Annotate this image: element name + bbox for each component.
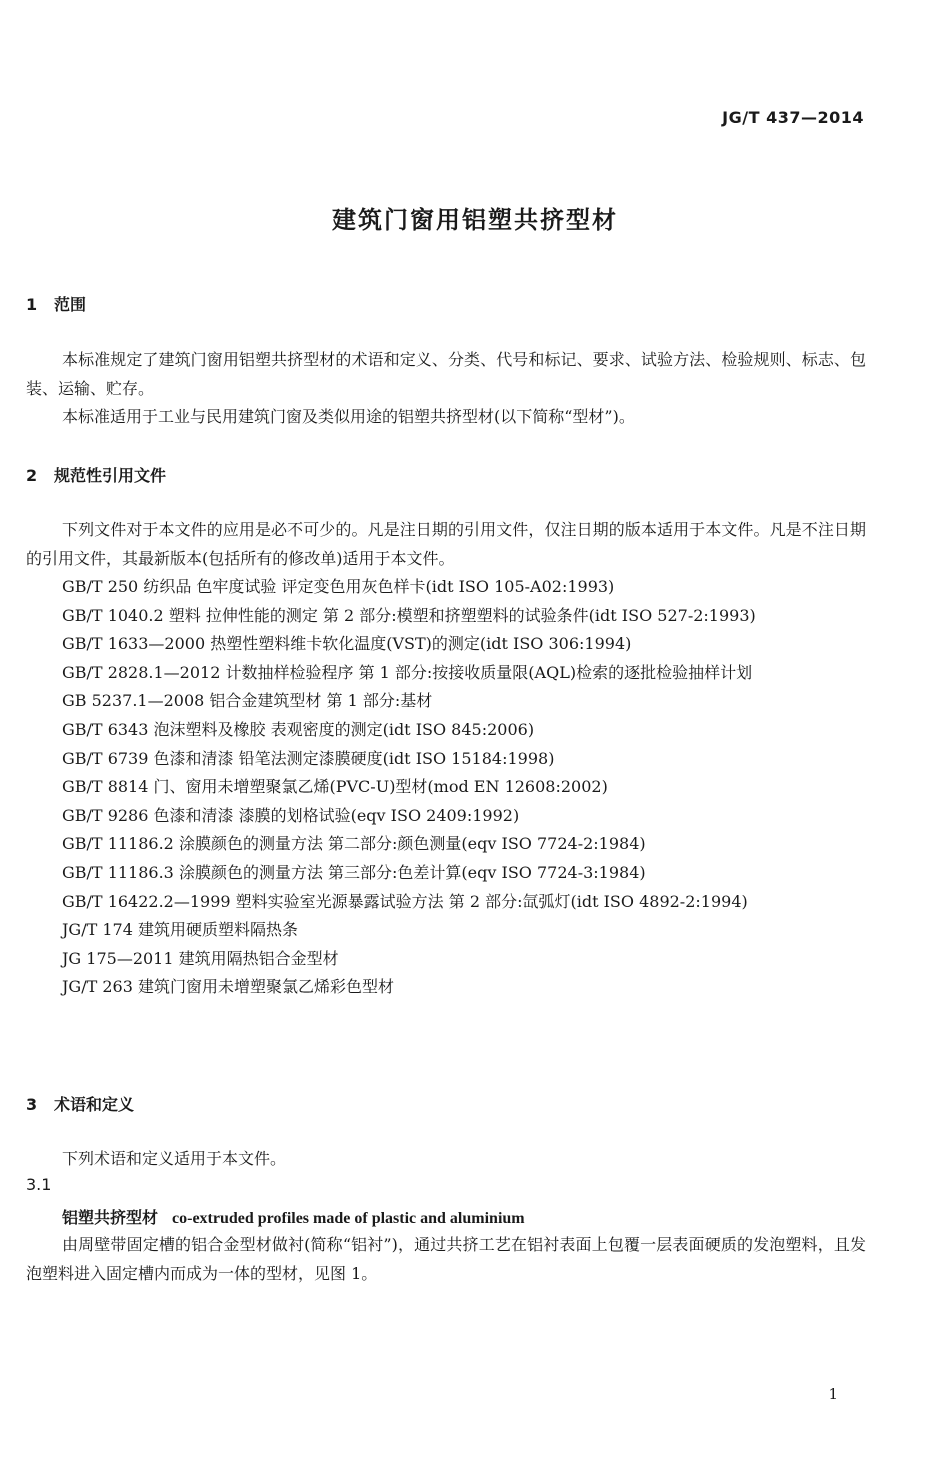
document-title: 建筑门窗用铝塑共挤型材 [332, 206, 618, 234]
section-number: 2 [26, 466, 38, 485]
section-heading-scope [26, 292, 86, 315]
reference-item: GB/T 8814 门、窗用未增塑聚氯乙烯(PVC-U)型材(mod EN 12608:2002) [62, 777, 608, 797]
scope-paragraph-1: 本标准规定了建筑门窗用铝塑共挤型材的术语和定义、分类、代号和标记、要求、试验方法、检验规则、标志、包装、运输、贮存。 [26, 350, 866, 398]
section-number: 1 [26, 295, 38, 314]
reference-item: GB/T 250 纺织品 色牢度试验 评定变色用灰色样卡(idt ISO 105-A02:1993) [62, 577, 615, 596]
section-heading-normative-refs [26, 463, 166, 486]
reference-item: GB/T 16422.2—1999 塑料实验室光源暴露试验方法 第 2 部分:氙弧灯(idt ISO 4892-2:1994) [62, 891, 748, 911]
reference-item: JG/T 263 建筑门窗用未增塑聚氯乙烯彩色型材 [62, 977, 394, 997]
reference-item: JG/T 174 建筑用硬质塑料隔热条 [62, 920, 298, 940]
reference-item: GB/T 9286 色漆和清漆 漆膜的划格试验(eqv ISO 2409:1992) [62, 805, 520, 825]
section-title: 范围 [54, 295, 87, 314]
section-heading-terms [26, 1092, 134, 1115]
reference-item: GB/T 6739 色漆和清漆 铅笔法测定漆膜硬度(idt ISO 15184:1998) [62, 748, 555, 768]
term-chinese: 铝塑共挤型材 [62, 1208, 159, 1227]
reference-item: GB/T 11186.3 涂膜颜色的测量方法 第三部分:色差计算(eqv ISO 7724-3:1984) [62, 862, 646, 882]
clause-number: 3.1 [26, 1175, 52, 1194]
section-number: 3 [26, 1095, 38, 1114]
reference-item: GB/T 1040.2 塑料 拉伸性能的测定 第 2 部分:模塑和挤塑塑料的试验条件(idt ISO 527-2:1993) [62, 605, 756, 625]
scope-paragraph-2: 本标准适用于工业与民用建筑门窗及类似用途的铝塑共挤型材(以下简称“型材”)。 [62, 407, 635, 426]
term-entry [62, 1205, 525, 1228]
reference-item: GB 5237.1—2008 铝合金建筑型材 第 1 部分:基材 [62, 691, 433, 711]
standard-number: JG/T 437—2014 [722, 108, 864, 127]
section-title: 术语和定义 [54, 1095, 135, 1114]
reference-list [26, 573, 866, 1002]
reference-item: GB/T 11186.2 涂膜颜色的测量方法 第二部分:颜色测量(eqv ISO 7724-2:1984) [62, 834, 646, 854]
reference-item: GB/T 2828.1—2012 计数抽样检验程序 第 1 部分:按接收质量限(AQL)检索的逐批检验抽样计划 [62, 662, 753, 682]
section-title: 规范性引用文件 [54, 466, 167, 485]
reference-item: GB/T 1633—2000 热塑性塑料维卡软化温度(VST)的测定(idt ISO 306:1994) [62, 634, 632, 654]
reference-item: JG 175—2011 建筑用隔热铝合金型材 [62, 948, 339, 968]
normative-refs-intro: 下列文件对于本文件的应用是必不可少的。凡是注日期的引用文件，仅注日期的版本适用于本文件。凡是不注日期的引用文件，其最新版本(包括所有的修改单)适用于本文件。 [26, 520, 866, 568]
page-number: 1 [828, 1385, 838, 1403]
term-english: co-extruded profiles made of plastic and aluminium [172, 1210, 525, 1227]
reference-item: GB/T 6343 泡沫塑料及橡胶 表观密度的测定(idt ISO 845:2006) [62, 719, 535, 739]
term-definition: 由周壁带固定槽的铝合金型材做衬(简称“铝衬”)，通过共挤工艺在铝衬表面上包覆一层表面硬质的发泡塑料，且发泡塑料进入固定槽内而成为一体的型材，见图 1。 [26, 1235, 866, 1283]
terms-intro: 下列术语和定义适用于本文件。 [62, 1149, 287, 1168]
